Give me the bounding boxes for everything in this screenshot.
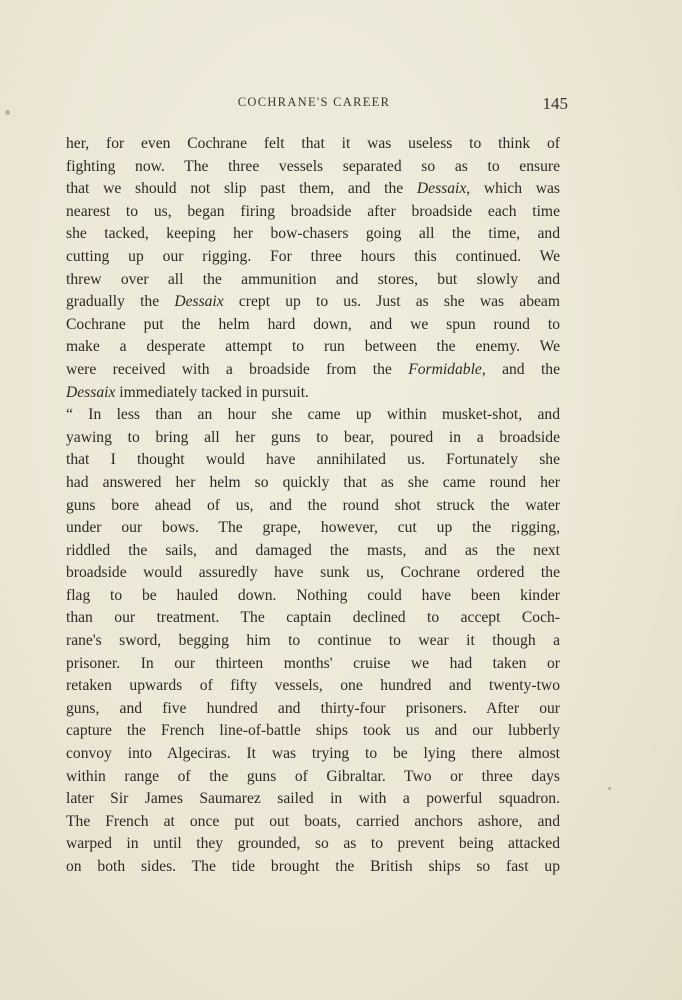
ship-name: Formidable xyxy=(408,360,482,378)
text-line: were received with a broadside from the Formidable, and the xyxy=(66,360,560,378)
text-line: convoy into Algeciras. It was trying to be lying there almost xyxy=(66,745,560,763)
text-line: her, for even Cochrane felt that it was useless to think of xyxy=(66,135,560,152)
ship-name: Dessaix xyxy=(66,383,116,401)
page-number: 145 xyxy=(542,94,568,113)
text-line: riddled the sails, and damaged the masts, and as the next xyxy=(66,541,560,559)
text-line: on both sides. The tide brought the British ships so fast up xyxy=(66,858,560,875)
text-line: Dessaix immediately tacked in pursuit. xyxy=(66,383,309,401)
running-head: COCHRANE'S CAREER xyxy=(237,95,391,109)
text-line: Cochrane put the helm hard down, and we spun round to xyxy=(66,315,560,333)
ship-name: Dessaix xyxy=(416,180,467,198)
text-line: make a desperate attempt to run between the enemy. We xyxy=(66,338,560,356)
text-line: warped in until they grounded, so as to prevent being attacked xyxy=(66,835,560,853)
text-line: broadside would assuredly have sunk us, Cochrane ordered the xyxy=(66,564,560,582)
text-line: The French at once put out boats, carried anchors ashore, and xyxy=(66,812,560,830)
text-line: she tacked, keeping her bow-chasers going all the time, and xyxy=(66,225,560,243)
text-line: prisoner. In our thirteen months' cruise we had taken or xyxy=(66,654,560,672)
text-line: that I thought would have annihilated us. Fortunately she xyxy=(66,451,560,469)
text-line: under our bows. The grape, however, cut up the rigging, xyxy=(66,519,560,537)
text-line: than our treatment. The captain declined to accept Coch- xyxy=(66,609,560,627)
text-line: “ In less than an hour she came up within musket-shot, and xyxy=(66,406,560,424)
text-line: guns bore ahead of us, and the round shot struck the water xyxy=(66,496,560,514)
text-line: flag to be hauled down. Nothing could have been kinder xyxy=(66,586,560,604)
text-line: within range of the guns of Gibraltar. Two or three days xyxy=(66,767,560,785)
text-line: retaken upwards of fifty vessels, one hundred and twenty-two xyxy=(66,677,560,695)
paper-speck xyxy=(5,110,10,115)
text-line: later Sir James Saumarez sailed in with a powerful squadron. xyxy=(66,790,560,808)
body-text xyxy=(66,133,560,879)
text-line: gradually the Dessaix crept up to us. Just as she was abeam xyxy=(66,293,560,311)
text-line: threw over all the ammunition and stores, but slowly and xyxy=(66,270,560,288)
page-header xyxy=(66,94,562,114)
text-line: had answered her helm so quickly that as she came round her xyxy=(66,473,560,491)
text-line: rane's sword, begging him to continue to wear it though a xyxy=(66,632,560,650)
text-line: nearest to us, began firing broadside after broadside each time xyxy=(66,202,560,220)
text-line: that we should not slip past them, and the Dessaix, which was xyxy=(66,180,560,198)
paper-speck xyxy=(608,787,611,790)
text-line: capture the French line-of-battle ships took us and our lubberly xyxy=(66,722,560,740)
text-line: fighting now. The three vessels separated so as to ensure xyxy=(66,157,560,175)
text-line: cutting up our rigging. For three hours this continued. We xyxy=(66,247,560,265)
text-line: guns, and five hundred and thirty-four prisoners. After our xyxy=(66,699,560,717)
text-line: yawing to bring all her guns to bear, poured in a broadside xyxy=(66,428,560,446)
ship-name: Dessaix xyxy=(174,293,224,311)
